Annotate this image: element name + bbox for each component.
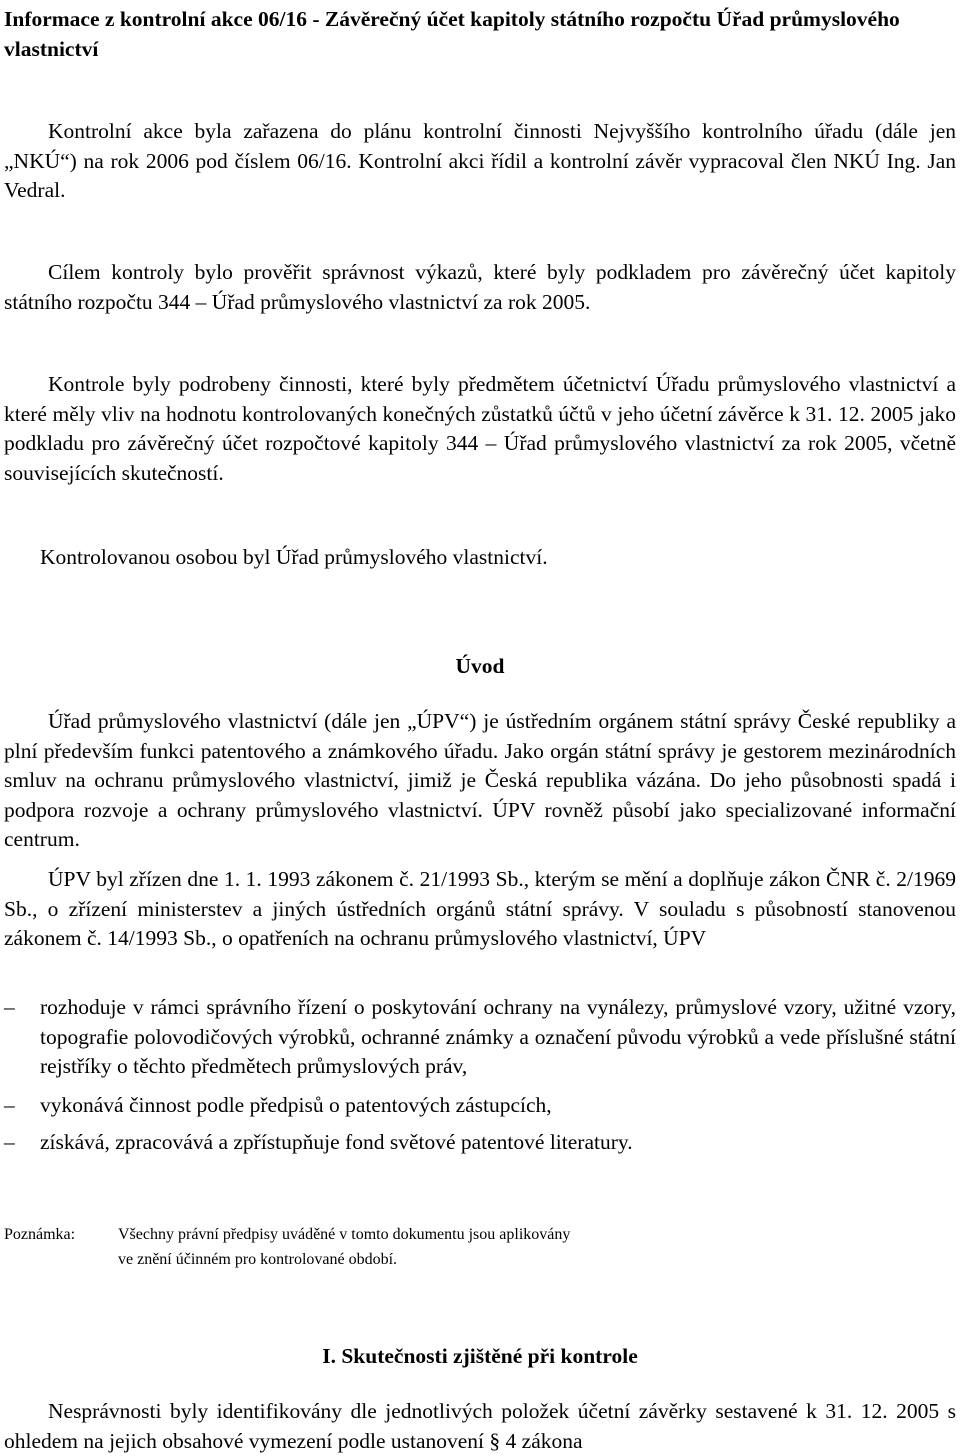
document-title: Informace z kontrolní akce 06/16 - Závěrečný účet kapitoly státního rozpočtu Úřad průmyslového vlastnictví: [4, 7, 900, 61]
duties-list: [4, 993, 956, 1158]
note-line: Všechny právní předpisy uváděné v tomto dokumentu jsou aplikovány: [118, 1226, 571, 1243]
list-item-text: získává, zpracovává a zpřístupňuje fond světové patentové literatury.: [40, 1130, 633, 1154]
paragraph-intro-establishment: ÚPV byl zřízen dne 1. 1. 1993 zákonem č. 21/1993 Sb., kterým se mění a doplňuje zákon ČNR č. 2/1969 Sb., o zřízení ministerstev a jiných ústředních orgánů státní správy. V souladu s působností stanovenou zákonem č. 14/1993 Sb., o opatřeních na ochranu průmyslového vlastnictví, ÚPV: [4, 867, 956, 950]
dash-bullet-icon: –: [4, 1130, 15, 1154]
paragraph-control-scope: Kontrole byly podrobeny činnosti, které byly předmětem účetnictví Úřadu průmyslového vlastnictví a které měly vliv na hodnotu kontrolovaných konečných zůstatků účtů v jeho účetní závěrce k 31. 12. 2005 jako podkladu pro závěrečný účet rozpočtové kapitoly 344 – Úřad průmyslového vlastnictví za rok 2005, včetně souvisejících skutečností.: [4, 372, 956, 485]
paragraph-control-action: Kontrolní akce byla zařazena do plánu kontrolní činnosti Nejvyššího kontrolního úřadu (dále jen „NKÚ“) na rok 2006 pod číslem 06/16. Kontrolní akci řídil a kontrolní závěr vypracoval člen NKÚ Ing. Jan Vedral.: [4, 119, 956, 202]
note-label: Poznámka:: [4, 1226, 76, 1243]
note-line: ve znění účinném pro kontrolované období.: [118, 1251, 398, 1268]
note-text: [118, 1222, 768, 1272]
section-heading-intro: Úvod: [455, 654, 505, 678]
list-item: [4, 1091, 956, 1121]
list-item: [4, 1128, 956, 1158]
dash-bullet-icon: –: [4, 1092, 15, 1117]
dash-bullet-icon: –: [4, 995, 15, 1019]
paragraph-findings: Nesprávnosti byly identifikovány dle jednotlivých položek účetní závěrky sestavené k 31. 12. 2005 s ohledem na jejich obsahové vymezení podle ustanovení § 4 zákona: [4, 1399, 956, 1453]
list-item: [4, 993, 956, 1082]
list-item-text: rozhoduje v rámci správního řízení o poskytování ochrany na vynálezy, průmyslové vzory, užitné vzory, topografie polovodičových výrobků, ochranné známky a označení původu výrobků a vede příslušné státní rejstříky o těchto předmětech průmyslových práv,: [40, 995, 956, 1078]
paragraph-control-goal: Cílem kontroly bylo prověřit správnost výkazů, které byly podkladem pro závěrečný účet kapitoly státního rozpočtu 344 – Úřad průmyslového vlastnictví za rok 2005.: [4, 260, 956, 314]
section-heading-findings: I. Skutečnosti zjištěné při kontrole: [322, 1344, 638, 1368]
paragraph-intro-office: Úřad průmyslového vlastnictví (dále jen „ÚPV“) je ústředním orgánem státní správy České republiky a plní především funkci patentového a známkového úřadu. Jako orgán státní správy je gestorem mezinárodních smluv na ochranu průmyslového vlastnictví, jimiž je Česká republika vázána. Do jeho působnosti spadá i podpora rozvoje a ochrany průmyslového vlastnictví. ÚPV rovněž působí jako specializované informační centrum.: [4, 709, 956, 851]
list-item-text: vykonává činnost podle předpisů o patentových zástupcích,: [40, 1092, 552, 1117]
paragraph-controlled-entity: Kontrolovanou osobou byl Úřad průmyslového vlastnictví.: [40, 545, 548, 569]
